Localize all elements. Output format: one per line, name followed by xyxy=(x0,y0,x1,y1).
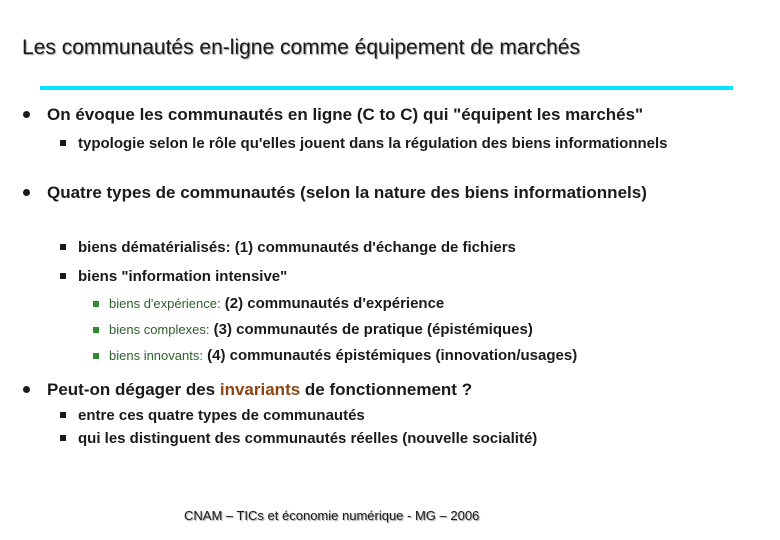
bullet-3-sub-1-text: entre ces quatre types de communautés xyxy=(78,407,365,424)
bullet-dot xyxy=(23,111,30,118)
bullet-2 xyxy=(47,182,667,204)
bullet-3-text-before: Peut-on dégager des xyxy=(47,380,220,399)
bullet-square xyxy=(60,244,66,250)
bullet-square xyxy=(93,301,99,307)
slide-footer: CNAM – TICs et économie numérique - MG – 2006 xyxy=(184,508,480,523)
bullet-1-sub-1 xyxy=(78,134,718,154)
bullet-2-sub-2 xyxy=(78,267,738,287)
community-type-text: (2) communautés d'expérience xyxy=(224,295,445,312)
bullet-3-sub-2 xyxy=(78,429,738,449)
bullet-square xyxy=(93,353,99,359)
bullet-3-highlight: invariants xyxy=(219,380,301,399)
bullet-2-sub-2-item-1 xyxy=(109,294,444,314)
bullet-3 xyxy=(47,379,757,401)
community-type-text: (3) communautés de pratique (épistémiques) xyxy=(213,321,533,338)
bullet-square xyxy=(93,327,99,333)
bullet-1 xyxy=(47,104,757,126)
good-type-label: biens d'expérience: xyxy=(109,296,221,311)
bullet-1-text: On évoque les communautés en ligne (C to C) qui "équipent les marchés" xyxy=(47,105,644,124)
bullet-2-sub-2-item-2 xyxy=(109,320,533,340)
bullet-3-sub-1 xyxy=(78,406,738,426)
bullet-3-sub-2-text: qui les distinguent des communautés réelles (nouvelle socialité) xyxy=(78,430,538,447)
bullet-square xyxy=(60,412,66,418)
bullet-dot xyxy=(23,189,30,196)
bullet-square xyxy=(60,273,66,279)
title-underline xyxy=(40,86,733,90)
bullet-1-sub-1-text: typologie selon le rôle qu'elles jouent dans la régulation des biens informationnels xyxy=(78,135,668,152)
slide-title: Les communautés en-ligne comme équipement de marchés xyxy=(22,36,580,59)
bullet-2-sub-1-text: biens dématérialisés: (1) communautés d'échange de fichiers xyxy=(78,239,516,256)
bullet-3-text-after: de fonctionnement ? xyxy=(300,380,473,399)
bullet-square xyxy=(60,435,66,441)
bullet-square xyxy=(60,140,66,146)
bullet-2-sub-1 xyxy=(78,238,738,258)
community-type-text: (4) communautés épistémiques (innovation/usages) xyxy=(207,347,578,364)
bullet-2-sub-2-text: biens "information intensive" xyxy=(78,268,288,285)
bullet-dot xyxy=(23,386,30,393)
good-type-label: biens complexes: xyxy=(109,322,210,337)
good-type-label: biens innovants: xyxy=(109,348,203,363)
bullet-2-text: Quatre types de communautés (selon la nature des biens informationnels) xyxy=(47,183,647,202)
bullet-2-sub-2-item-3 xyxy=(109,346,577,366)
